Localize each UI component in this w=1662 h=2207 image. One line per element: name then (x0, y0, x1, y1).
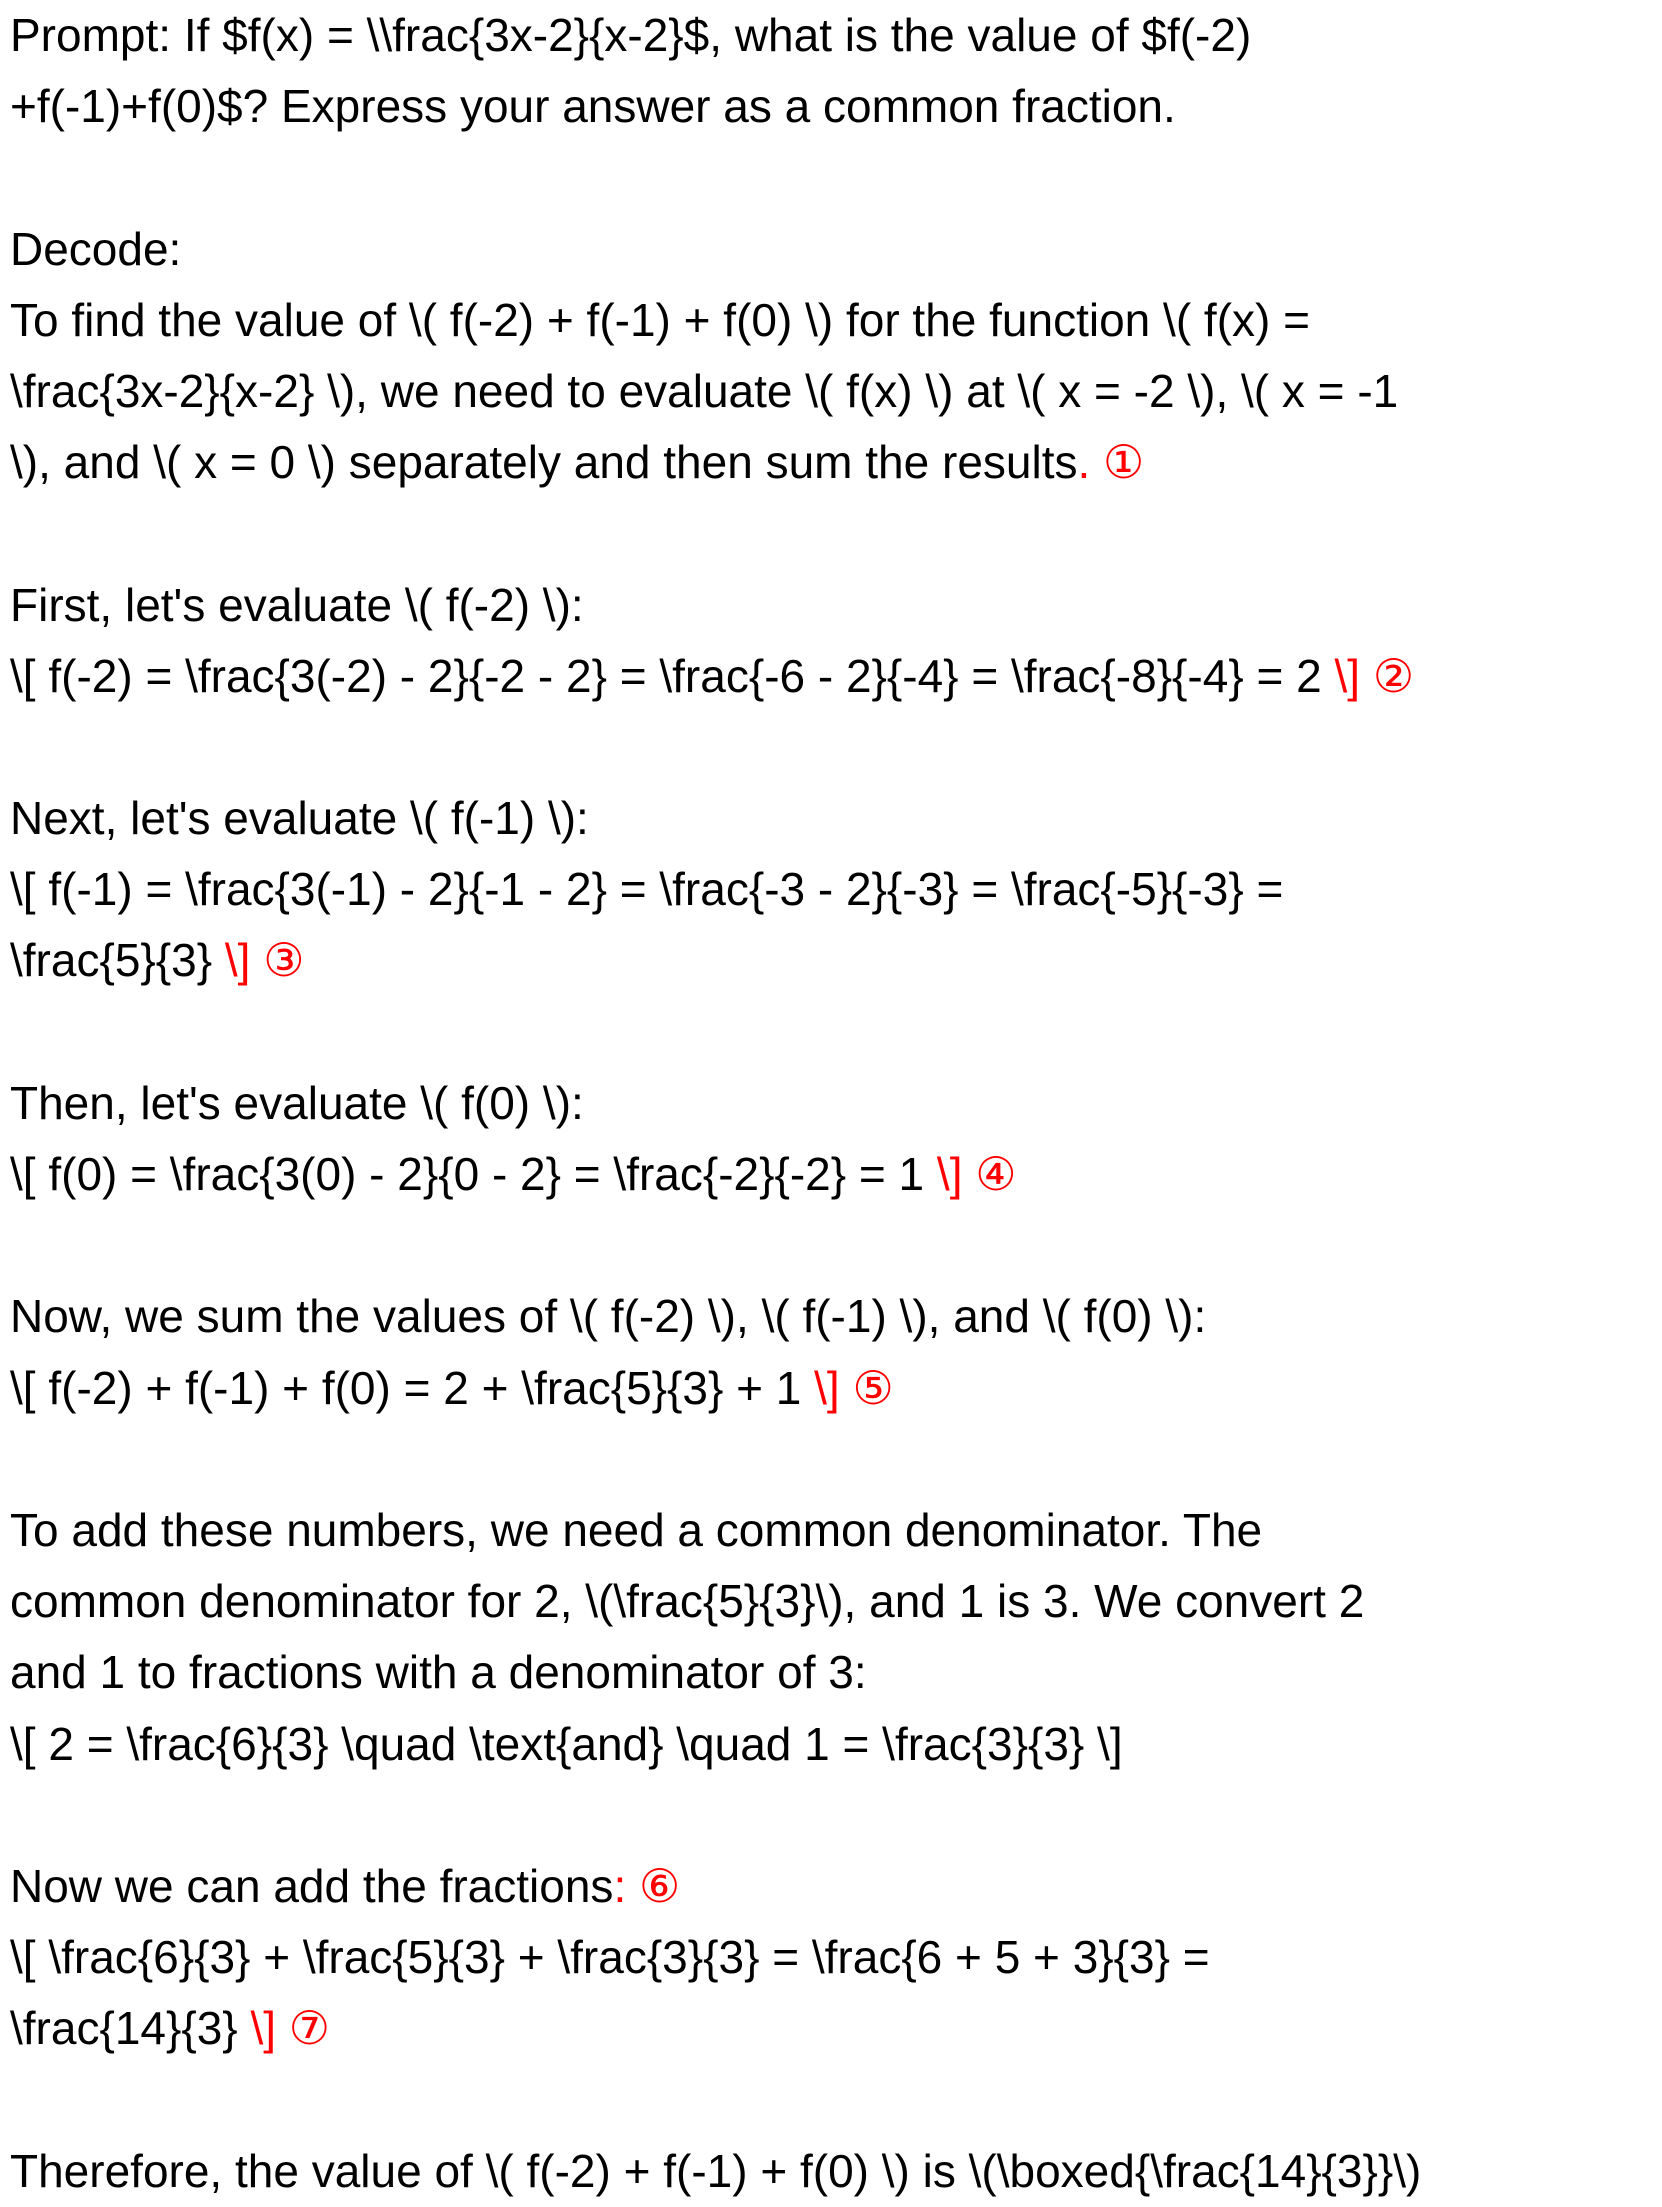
text-line (10, 2136, 1655, 2207)
document-body (10, 0, 1655, 2207)
blank-line (10, 997, 1655, 1068)
blank-line (10, 2064, 1655, 2135)
step-marker: \] ② (1334, 649, 1415, 702)
text-line (10, 1566, 1655, 1637)
text-line (10, 641, 1655, 712)
text-segment: Therefore, the value of \( f(-2) + f(-1) + f(0) \) is \(\boxed{\frac{14}{3}}\) (10, 2144, 1422, 2197)
text-segment: Prompt: If $f(x) = \\frac{3x-2}{x-2}$, what is the value of $f(-2) (10, 9, 1252, 61)
text-segment: \[ f(-1) = \frac{3(-1) - 2}{-1 - 2} = \frac{-3 - 2}{-3} = \frac{-5}{-3} = (10, 863, 1284, 916)
text-line (10, 1637, 1655, 1708)
step-marker: \] ⑤ (814, 1361, 894, 1414)
blank-line (10, 498, 1655, 569)
text-segment: \[ 2 = \frac{6}{3} \quad \text{and} \quad 1 = \frac{3}{3} \] (10, 1717, 1123, 1770)
text-segment: \frac{3x-2}{x-2} \), we need to evaluate \( f(x) \) at \( x = -2 \), \( x = -1 (10, 364, 1399, 417)
text-segment: \[ f(-2) + f(-1) + f(0) = 2 + \frac{5}{3} + 1 (10, 1361, 815, 1414)
text-segment: Now we can add the fractions (10, 1859, 614, 1912)
text-line (10, 1495, 1655, 1566)
text-line (10, 925, 1655, 996)
text-segment: +f(-1)+f(0)$? Express your answer as a common fraction. (10, 80, 1176, 133)
text-line (10, 71, 1655, 142)
text-line (10, 1851, 1655, 1922)
text-line (10, 854, 1655, 925)
text-line (10, 1353, 1655, 1424)
text-segment: First, let's evaluate \( f(-2) \): (10, 578, 584, 631)
text-line (10, 1993, 1655, 2064)
text-line (10, 1281, 1655, 1352)
text-line (10, 1709, 1655, 1780)
text-segment: Now, we sum the values of \( f(-2) \), \( f(-1) \), and \( f(0) \): (10, 1290, 1207, 1343)
blank-line (10, 142, 1655, 213)
text-line (10, 427, 1655, 498)
blank-line (10, 1780, 1655, 1851)
text-segment: \frac{5}{3} (10, 934, 225, 987)
text-segment: \), and \( x = 0 \) separately and then sum the results (10, 436, 1078, 489)
text-segment: \[ \frac{6}{3} + \frac{5}{3} + \frac{3}{3} = \frac{6 + 5 + 3}{3} = (10, 1931, 1210, 1984)
text-segment: \frac{14}{3} (10, 2002, 251, 2055)
text-line (10, 783, 1655, 854)
step-marker: \] ④ (936, 1148, 1017, 1200)
text-line (10, 356, 1655, 427)
text-segment: common denominator for 2, \(\frac{5}{3}\), and 1 is 3. We convert 2 (10, 1575, 1365, 1628)
text-segment: Then, let's evaluate \( f(0) \): (10, 1076, 584, 1129)
step-marker: . ① (1077, 436, 1145, 489)
text-line (10, 1922, 1655, 1993)
text-line (10, 285, 1655, 356)
text-line (10, 1139, 1655, 1210)
text-segment: Next, let's evaluate \( f(-1) \): (10, 792, 589, 845)
text-segment: Decode: (10, 222, 182, 275)
step-marker: : ⑥ (613, 1859, 681, 1912)
text-segment: and 1 to fractions with a denominator of 3: (10, 1646, 867, 1699)
step-marker: \] ⑦ (250, 2002, 331, 2055)
text-segment: To find the value of \( f(-2) + f(-1) + f(0) \) for the function \( f(x) = (10, 293, 1310, 346)
text-segment: To add these numbers, we need a common denominator. The (10, 1503, 1263, 1556)
text-line (10, 0, 1655, 71)
text-line (10, 214, 1655, 285)
blank-line (10, 712, 1655, 783)
text-segment: \[ f(-2) = \frac{3(-2) - 2}{-2 - 2} = \frac{-6 - 2}{-4} = \frac{-8}{-4} = 2 (10, 649, 1335, 702)
text-segment: \[ f(0) = \frac{3(0) - 2}{0 - 2} = \frac{-2}{-2} = 1 (10, 1148, 937, 1200)
blank-line (10, 1210, 1655, 1281)
text-line (10, 570, 1655, 641)
text-line (10, 1068, 1655, 1139)
blank-line (10, 1424, 1655, 1495)
step-marker: \] ③ (224, 934, 305, 987)
